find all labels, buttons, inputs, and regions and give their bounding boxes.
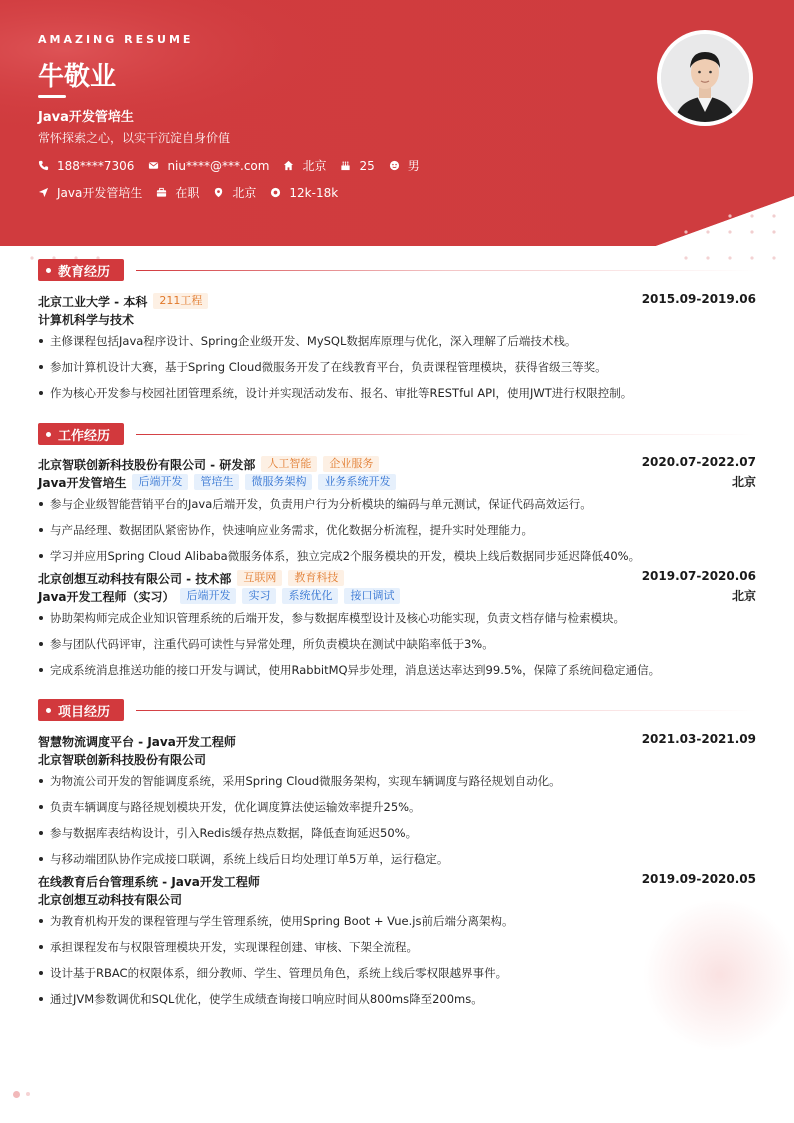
school-tag: 211工程 xyxy=(153,293,208,309)
decorative-dot xyxy=(13,1091,20,1098)
education-bullets xyxy=(38,328,756,406)
list-item: 协助架构师完成企业知识管理系统的后端开发，参与数据库模型设计及核心功能实现，负责文档存储与检索模块。 xyxy=(38,605,756,631)
project-name: 在线教育后台管理系统 - Java开发工程师 xyxy=(38,874,260,889)
decorative-dot-small xyxy=(26,1092,30,1096)
work-date: 2020.07-2022.07 xyxy=(641,455,756,469)
role-name: Java开发管培生 xyxy=(38,475,127,490)
project-company-row xyxy=(38,750,756,768)
list-item: 为物流公司开发的智能调度系统，采用Spring Cloud微服务架构，实现车辆调度与路径规划自动化。 xyxy=(38,768,756,794)
project-company: 北京创想互动科技有限公司 xyxy=(38,892,183,907)
salary-icon xyxy=(270,187,281,198)
school-name: 北京工业大学 - 本科 xyxy=(38,294,148,309)
phone-item xyxy=(38,159,134,173)
skill-tag: 后端开发 xyxy=(132,474,188,490)
list-item: 参与企业级智能营销平台的Java后端开发，负责用户行为分析模块的编码与单元测试，保证代码高效运行。 xyxy=(38,491,756,517)
list-item: 与移动端团队协作完成接口联调，系统上线后日均处理订单5万单，运行稳定。 xyxy=(38,846,756,872)
list-item: 为教育机构开发的课程管理与学生管理系统，使用Spring Boot + Vue.js前后端分离架构。 xyxy=(38,908,756,934)
phone-icon xyxy=(38,160,49,171)
position-text: Java开发管培生 xyxy=(57,186,143,200)
brand-text: AMAZING RESUME xyxy=(38,33,194,46)
project-date: 2019.09-2020.05 xyxy=(641,872,756,886)
company-name: 北京智联创新科技股份有限公司 - 研发部 xyxy=(38,457,256,472)
gender-item xyxy=(389,157,420,174)
education-major-row xyxy=(38,310,756,328)
industry-tag: 教育科技 xyxy=(288,570,344,586)
work-role-row xyxy=(38,587,756,605)
project-bullets xyxy=(38,908,756,1012)
project-company: 北京智联创新科技股份有限公司 xyxy=(38,752,207,767)
section-title-text: 项目经历 xyxy=(58,704,111,720)
email-icon xyxy=(148,160,159,171)
list-item: 参与团队代码评审，注重代码可读性与异常处理，所负责模块在测试中缺陷率低于3%。 xyxy=(38,631,756,657)
candidate-title: Java开发管培生 xyxy=(38,110,134,125)
user-face-icon xyxy=(389,160,400,171)
gender-text: 男 xyxy=(407,159,420,173)
section-divider xyxy=(136,710,756,711)
list-item: 承担课程发布与权限管理模块开发，实现课程创建、审核、下架全流程。 xyxy=(38,934,756,960)
intent-row xyxy=(38,184,352,201)
skill-tag: 管培生 xyxy=(194,474,239,490)
work-entry-header xyxy=(38,569,756,587)
list-item: 作为核心开发参与校园社团管理系统，设计并实现活动发布、报名、审批等RESTful API，使用JWT进行权限控制。 xyxy=(38,380,756,406)
project-date: 2021.03-2021.09 xyxy=(641,732,756,746)
work-bullets xyxy=(38,491,756,569)
skill-tag: 微服务架构 xyxy=(245,474,312,490)
avatar xyxy=(657,30,753,126)
list-item: 设计基于RBAC的权限体系，细分教师、学生、管理员角色，系统上线后零权限越界事件。 xyxy=(38,960,756,986)
work-date: 2019.07-2020.06 xyxy=(641,569,756,583)
section-title-text: 工作经历 xyxy=(58,428,111,444)
bullet-dot-icon xyxy=(46,708,51,713)
section-title xyxy=(38,699,124,721)
list-item: 负责车辆调度与路径规划模块开发，优化调度算法使运输效率提升25%。 xyxy=(38,794,756,820)
name-underline xyxy=(38,95,66,98)
project-name: 智慧物流调度平台 - Java开发工程师 xyxy=(38,734,236,749)
work-bullets xyxy=(38,605,756,683)
email-item xyxy=(148,159,269,173)
section-title-text: 教育经历 xyxy=(58,264,111,280)
section-title xyxy=(38,423,124,445)
home-icon xyxy=(283,160,294,171)
project-entry-header xyxy=(38,732,756,750)
work-location: 北京 xyxy=(731,589,756,603)
work-location: 北京 xyxy=(731,475,756,489)
cake-icon xyxy=(340,160,351,171)
list-item: 学习并应用Spring Cloud Alibaba微服务体系，独立完成2个服务模块的开发，模块上线后数据同步延迟降低40%。 xyxy=(38,543,756,569)
list-item: 参与数据库表结构设计，引入Redis缓存热点数据，降低查询延迟50%。 xyxy=(38,820,756,846)
position-item xyxy=(38,184,142,201)
send-icon xyxy=(38,187,49,198)
skill-tag: 接口调试 xyxy=(344,588,400,604)
age-item xyxy=(340,159,374,173)
age-text: 25 xyxy=(359,158,375,173)
list-item: 参加计算机设计大赛，基于Spring Cloud微服务开发了在线教育平台，负责课程管理模块，获得省级三等奖。 xyxy=(38,354,756,380)
section-header xyxy=(38,423,756,445)
salary-item xyxy=(270,186,338,200)
location-pin-icon xyxy=(213,187,224,198)
bullet-dot-icon xyxy=(46,268,51,273)
skill-tag: 业务系统开发 xyxy=(318,474,396,490)
candidate-motto: 常怀探索之心，以实干沉淀自身价值 xyxy=(38,131,231,145)
section-title xyxy=(38,259,124,281)
work-section xyxy=(38,423,756,683)
status-text: 在职 xyxy=(175,186,200,200)
section-divider xyxy=(136,270,756,271)
list-item: 主修课程包括Java程序设计、Spring企业级开发、MySQL数据库原理与优化，深入理解了后端技术栈。 xyxy=(38,328,756,354)
avatar-photo xyxy=(661,34,749,122)
skill-tag: 实习 xyxy=(242,588,276,604)
work-role-row xyxy=(38,473,756,491)
list-item: 通过JVM参数调优和SQL优化，使学生成绩查询接口响应时间从800ms降至200ms。 xyxy=(38,986,756,1012)
phone-text: 188****7306 xyxy=(57,158,135,173)
section-header xyxy=(38,699,756,721)
list-item: 完成系统消息推送功能的接口开发与调试，使用RabbitMQ异步处理，消息送达率达到99.5%，保障了系统间稳定通信。 xyxy=(38,657,756,683)
major-name: 计算机科学与技术 xyxy=(38,312,135,327)
briefcase-icon xyxy=(156,187,167,198)
work-entry-header xyxy=(38,455,756,473)
email-text: niu****@***.com xyxy=(167,158,270,173)
skill-tag: 后端开发 xyxy=(180,588,236,604)
city-item xyxy=(283,157,326,174)
resume-header xyxy=(0,0,794,250)
role-name: Java开发工程师（实习） xyxy=(38,589,175,604)
industry-tag: 人工智能 xyxy=(261,456,317,472)
bullet-dot-icon xyxy=(46,432,51,437)
projects-section xyxy=(38,699,756,1012)
education-date: 2015.09-2019.06 xyxy=(641,292,756,306)
project-entry-header xyxy=(38,872,756,890)
education-section xyxy=(38,259,756,406)
skill-tag: 系统优化 xyxy=(282,588,338,604)
project-company-row xyxy=(38,890,756,908)
candidate-name: 牛敬业 xyxy=(38,62,117,92)
education-entry-header xyxy=(38,292,756,310)
industry-tag: 企业服务 xyxy=(323,456,379,472)
contact-row xyxy=(38,157,434,174)
project-bullets xyxy=(38,768,756,872)
section-divider xyxy=(136,434,756,435)
salary-text: 12k-18k xyxy=(289,185,339,200)
section-header xyxy=(38,259,756,281)
intent-city-text: 北京 xyxy=(232,186,257,200)
city-text: 北京 xyxy=(302,159,327,173)
list-item: 与产品经理、数据团队紧密协作，快速响应业务需求，优化数据分析流程，提升实时处理能力。 xyxy=(38,517,756,543)
company-name: 北京创想互动科技有限公司 - 技术部 xyxy=(38,571,232,586)
industry-tag: 互联网 xyxy=(237,570,282,586)
status-item xyxy=(156,184,199,201)
intent-city-item xyxy=(213,184,256,201)
